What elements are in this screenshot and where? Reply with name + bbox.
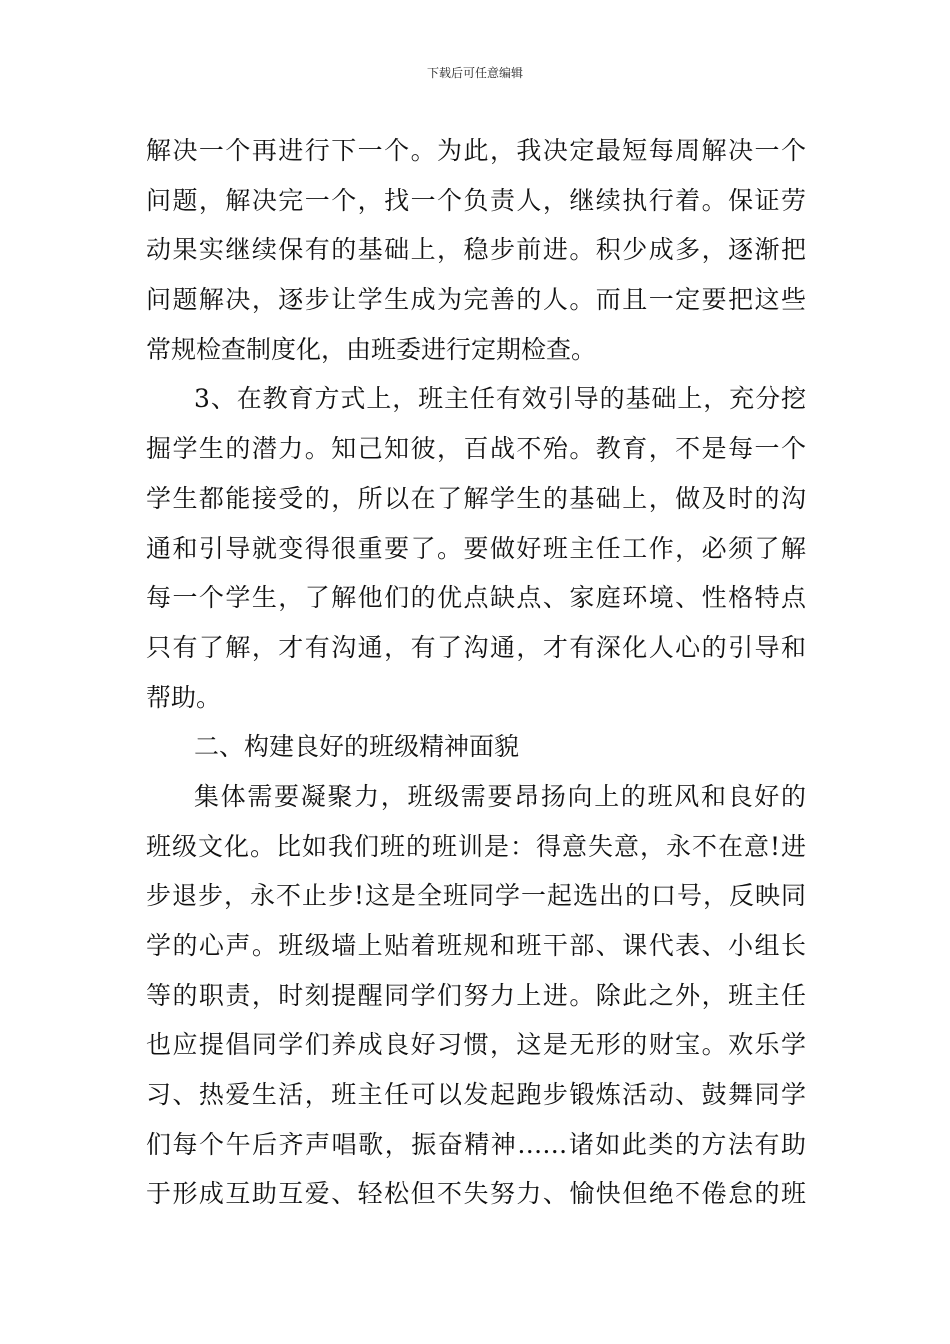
text-line: 集体需要凝聚力，班级需要昂扬向上的班风和良好的 [194, 781, 806, 811]
text-line: 常规检查制度化，由班委进行定期检查。 [146, 334, 597, 364]
section-heading: 二、构建良好的班级精神面貌 [194, 732, 520, 762]
text-line: 步退步，永不止步!这是全班同学一起选出的口号，反映同 [146, 881, 806, 911]
text-line: 解决一个再进行下一个。为此，我决定最短每周解决一个 [146, 136, 806, 165]
text-line: 学的心声。班级墙上贴着班规和班干部、课代表、小组长 [146, 931, 806, 960]
text-line: 动果实继续保有的基础上，稳步前进。积少成多，逐渐把 [146, 235, 806, 265]
text-line: 班级文化。比如我们班的班训是：得意失意，永不在意!进 [146, 831, 806, 861]
text-line: 习、热爱生活，班主任可以发起跑步锻炼活动、鼓舞同学 [146, 1080, 806, 1110]
text-line: 掘学生的潜力。知己知彼，百战不殆。教育，不是每一个 [146, 434, 806, 464]
text-line: 只有了解，才有沟通，有了沟通，才有深化人心的引导和 [146, 632, 806, 662]
text-line: 等的职责，时刻提醒同学们努力上进。除此之外，班主任 [146, 980, 806, 1010]
text-line: 通和引导就变得很重要了。要做好班主任工作，必须了解 [146, 533, 806, 563]
text-line: 帮助。 [146, 682, 222, 712]
text-line: 学生都能接受的，所以在了解学生的基础上，做及时的沟 [146, 483, 806, 513]
document-body [146, 126, 806, 1219]
text-line: 于形成互助互爱、轻松但不失努力、愉快但绝不倦怠的班 [146, 1179, 806, 1209]
text-line: 问题，解决完一个，找一个负责人，继续执行着。保证劳 [146, 185, 806, 215]
text-line: 问题解决，逐步让学生成为完善的人。而且一定要把这些 [146, 285, 806, 315]
text-line: 每一个学生，了解他们的优点缺点、家庭环境、性格特点 [146, 583, 806, 613]
text-line: 也应提倡同学们养成良好习惯，这是无形的财宝。欢乐学 [146, 1030, 806, 1060]
text-line: 们每个午后齐声唱歌，振奋精神……诸如此类的方法有助 [146, 1129, 806, 1159]
text-line: 3、在教育方式上，班主任有效引导的基础上，充分挖 [194, 384, 806, 414]
page-header: 下载后可任意编辑 [426, 66, 523, 80]
